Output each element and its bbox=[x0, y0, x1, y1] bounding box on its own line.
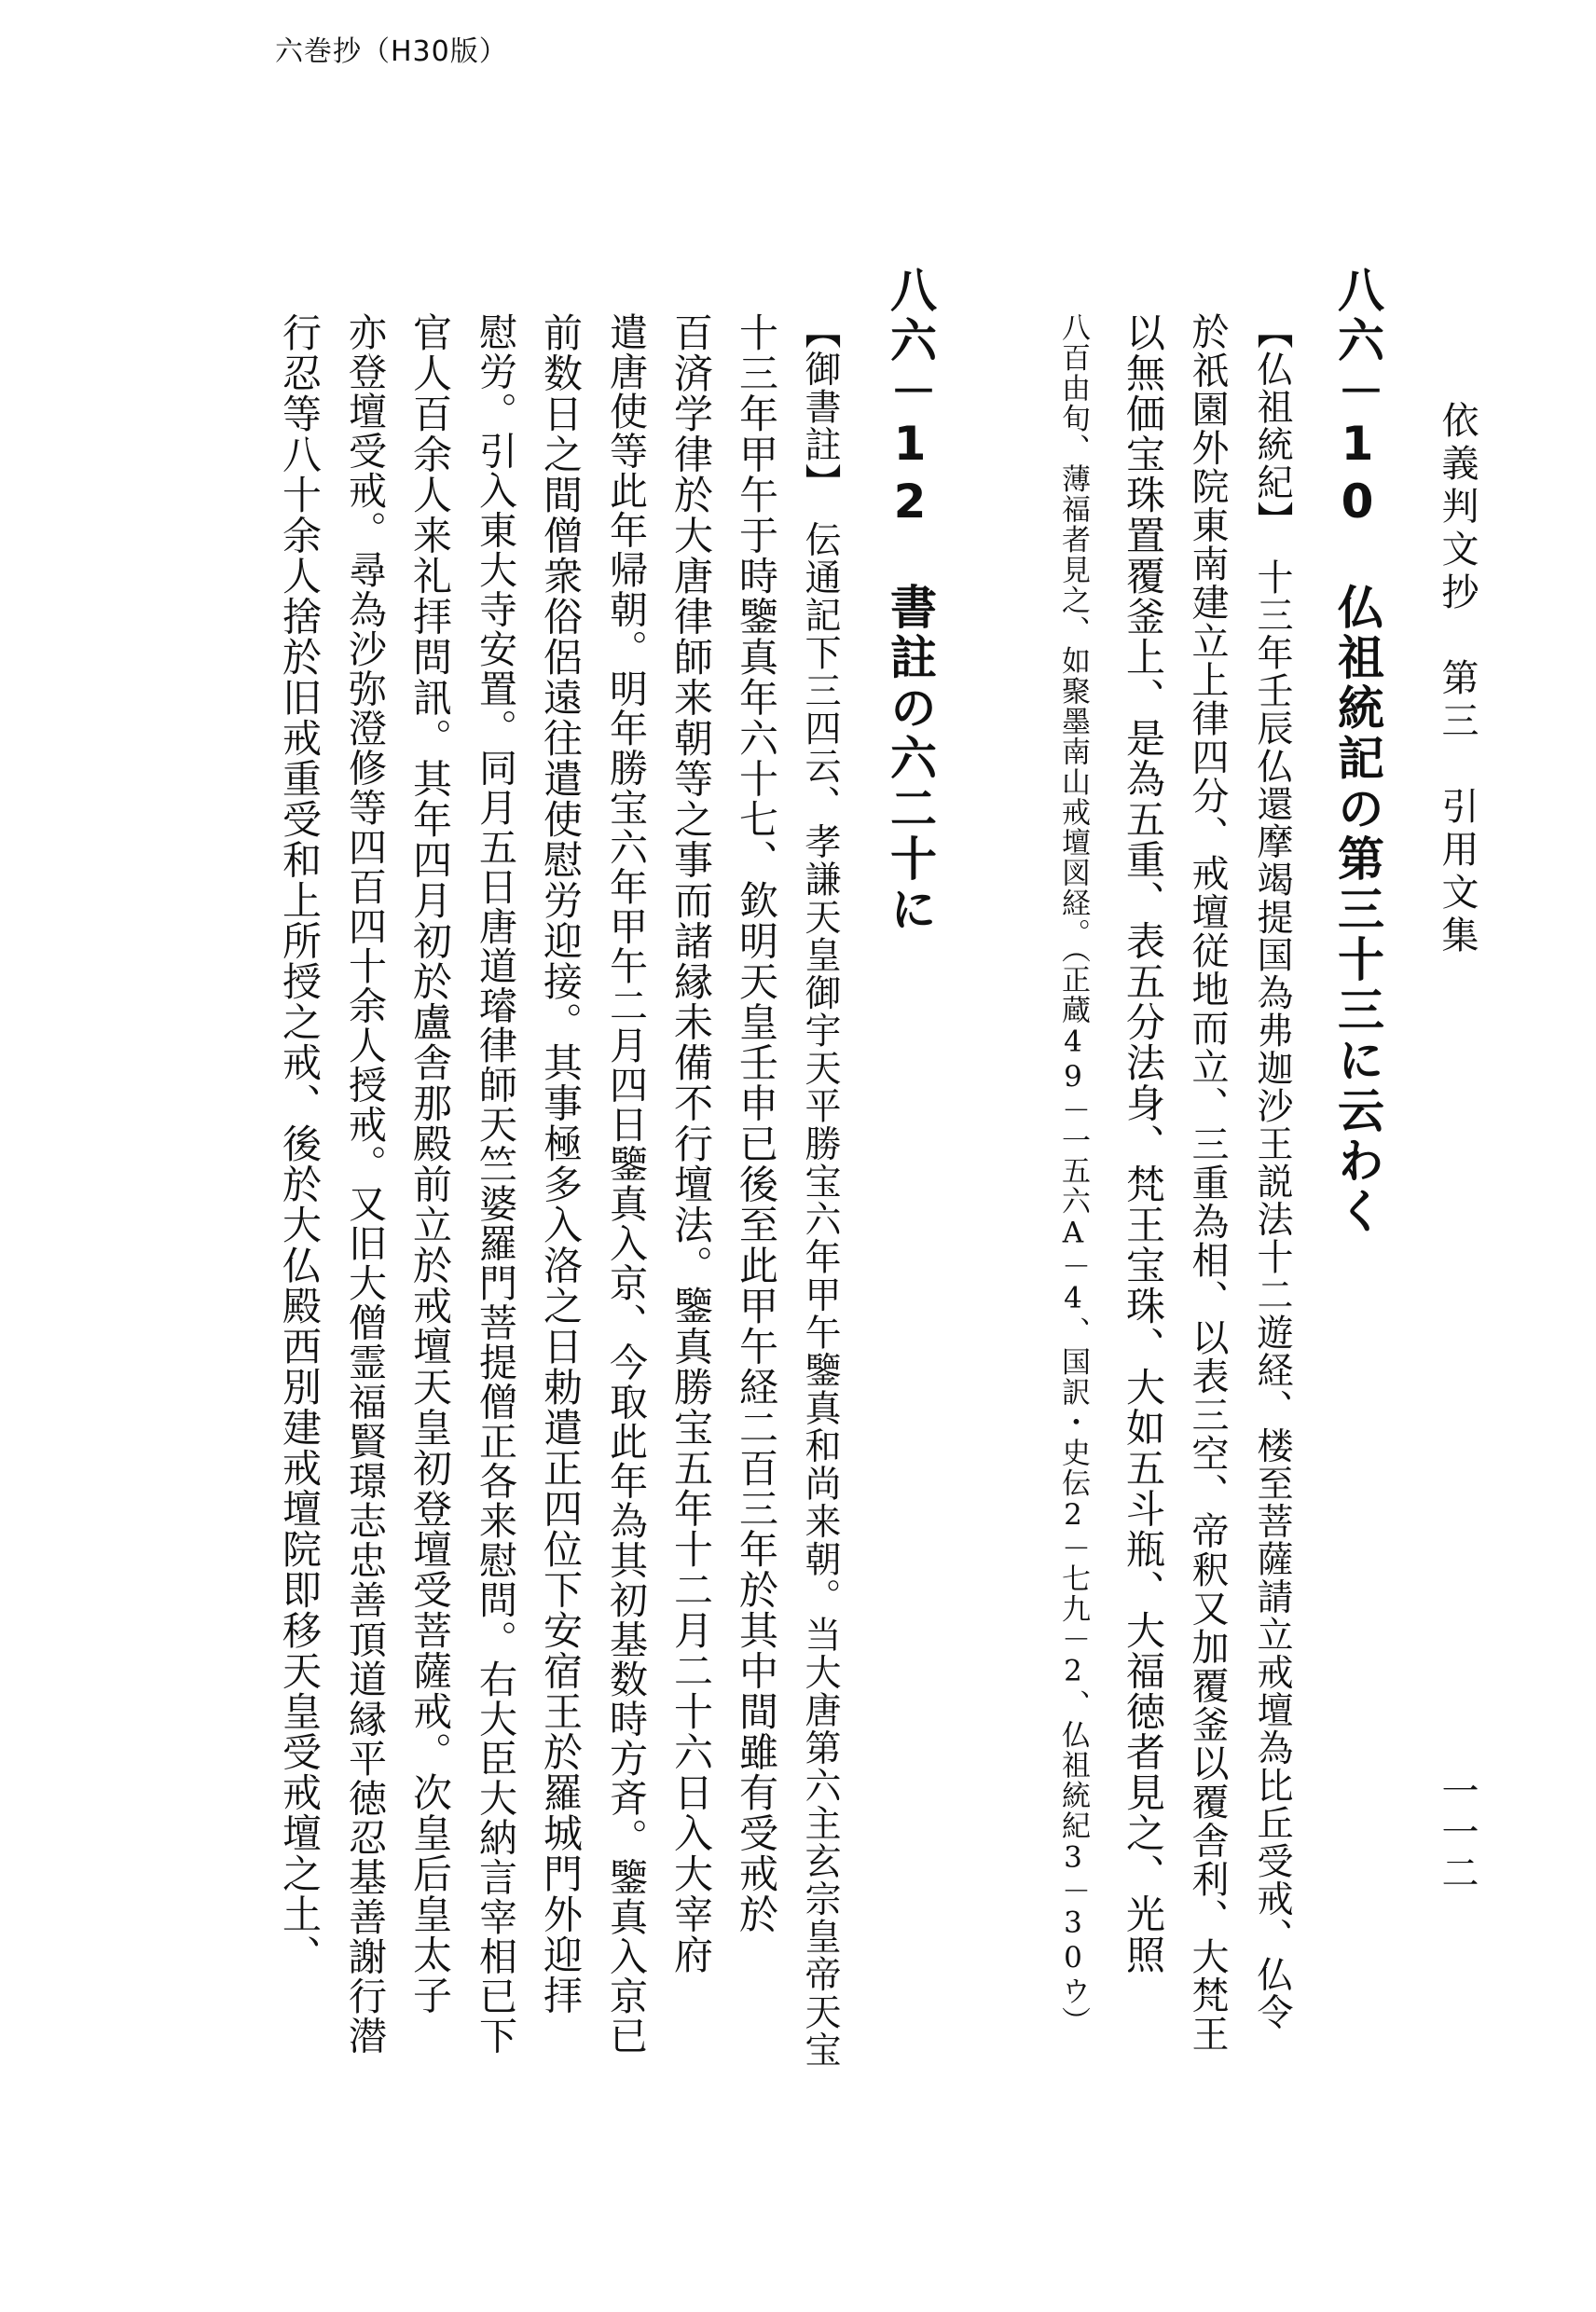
section-title: 仏祖統記の第三十三に云わく bbox=[1330, 583, 1384, 1237]
body-line: 遣唐使等此年帰朝。明年勝宝六年甲午二月四日鑒真入京、今取此年為其初基数時方斉。鑒真入京已 bbox=[603, 312, 648, 2056]
body-line: 八百由旬、薄福者見之、如聚墨南山戒壇図経。（正蔵49－一五六A－4、国訳・史伝2－七九－2、仏祖統紀3－30ウ） bbox=[1056, 312, 1090, 2037]
body-line: 百済学律於大唐律師来朝等之事而諸縁未備不行壇法。鑒真勝宝五年十二月二十六日入大宰府 bbox=[668, 312, 714, 1975]
book-title: 六巻抄（H30版） bbox=[275, 35, 508, 68]
body-line: 行忍等八十余人捨於旧戒重受和上所授之戒、後於大仏殿西別建戒壇院即移天皇受戒壇之土、 bbox=[277, 312, 323, 1975]
body-line: 以無価宝珠置覆釜上、是為五重、表五分法身、梵王宝珠、大如五斗瓶、大福徳者見之、光照 bbox=[1121, 312, 1166, 1975]
section-heading-86-10 bbox=[1324, 266, 1391, 1237]
body-line: 十三年甲午于時鑒真年六十七、欽明天皇壬申已後至此甲午経二百三年於其中間雖有受戒於 bbox=[734, 312, 779, 1934]
section-heading-86-12 bbox=[876, 266, 943, 935]
page-number: 一一二 bbox=[1436, 1771, 1479, 1894]
section-number: 八六－10 bbox=[1330, 266, 1384, 532]
section-title: 書註の六二十に bbox=[883, 583, 937, 935]
running-head: 依義判文抄 第三 引用文集 bbox=[1436, 401, 1479, 958]
body-line: 於祇園外院東南建立上律四分、戒壇従地而立、三重為相、以表三空、帝釈又加覆釜以覆舎利、大梵王 bbox=[1186, 312, 1229, 2054]
body-line: 亦登壇受戒。尋為沙弥澄修等四百四十余人授戒。又旧大僧霊福賢璟志忠善頂道縁平徳忍基善謝行潜 bbox=[342, 312, 387, 2056]
section-number: 八六－12 bbox=[883, 266, 937, 532]
body-line: 官人百余人来礼拝問訊。其年四月初於盧舎那殿前立於戒壇天皇初登壇受菩薩戒。次皇后皇太子 bbox=[407, 312, 453, 2016]
body-line: 【仏祖統紀】 十三年壬辰仏還摩竭提国為弗迦沙王説法十二遊経、楼至菩薩請立戒壇為比丘受戒、仏令 bbox=[1251, 312, 1293, 2031]
body-line: 慰労。引入東大寺安置。同月五日唐道璿律師天竺婆羅門菩提僧正各来慰問。右大臣大納言宰相已下 bbox=[473, 312, 517, 2056]
body-line: 前数日之間僧衆俗侶遠往遣使慰労迎接。其事極多入洛之日勅遣正四位下安宿王於羅城門外迎拝 bbox=[538, 312, 584, 2016]
body-line: 【御書註】 伝通記下三四云、孝謙天皇御宇天平勝宝六年甲午鑒真和尚来朝。当大唐第六主玄宗皇帝天宝 bbox=[799, 312, 841, 2069]
